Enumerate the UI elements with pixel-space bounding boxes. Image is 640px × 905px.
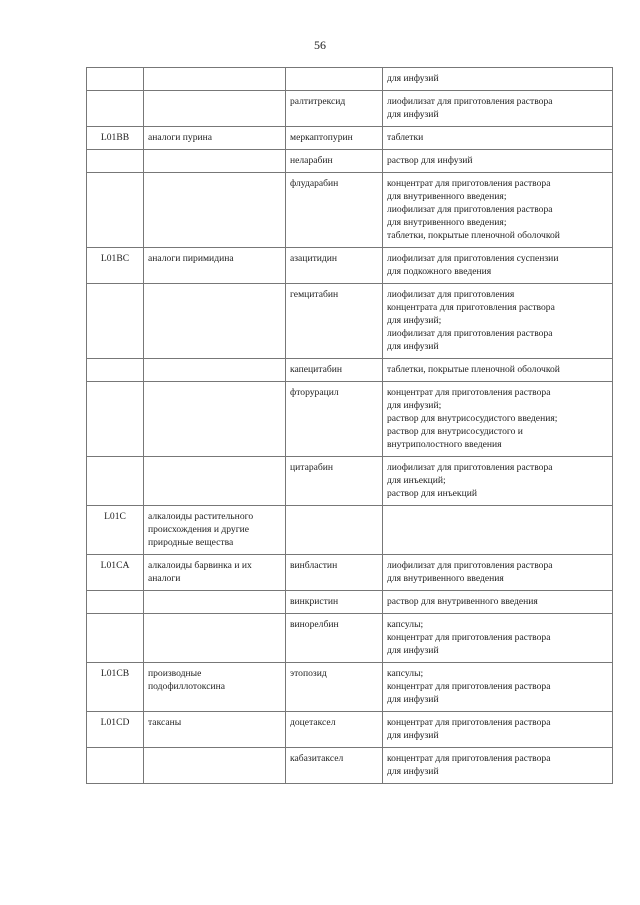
dosage-form-line: для инфузий; [387, 400, 442, 411]
group-name-cell [144, 457, 286, 506]
dosage-form-cell [383, 91, 613, 127]
table-row [87, 591, 613, 614]
table-row [87, 359, 613, 382]
dosage-form-line: раствор для внутрисосудистого и [387, 426, 523, 437]
atc-code-cell [87, 555, 144, 591]
dosage-form-line: для внутривенного введения [387, 573, 504, 584]
dosage-form-line: для инфузий [387, 73, 439, 84]
drug-name: капецитабин [290, 364, 343, 375]
table-row [87, 68, 613, 91]
atc-code-cell [87, 173, 144, 248]
drug-name-cell [286, 614, 383, 663]
dosage-form-line: капсулы; [387, 668, 424, 679]
atc-code-cell [87, 748, 144, 784]
drug-name: ралтитрексид [290, 96, 346, 107]
table-row [87, 506, 613, 555]
drug-name-cell [286, 663, 383, 712]
drug-name: меркаптопурин [290, 132, 353, 143]
dosage-form-line: для инъекций; [387, 475, 446, 486]
group-name-cell [144, 173, 286, 248]
dosage-form-cell [383, 150, 613, 173]
dosage-form-line: лиофилизат для приготовления [387, 289, 515, 300]
dosage-form-cell [383, 614, 613, 663]
group-name-cell [144, 91, 286, 127]
dosage-form-line: лиофилизат для приготовления раствора [387, 462, 553, 473]
atc-code: L01BC [100, 253, 130, 264]
group-name-cell [144, 748, 286, 784]
group-name-line: производные [148, 668, 202, 679]
dosage-form-line: концентрат для приготовления раствора [387, 681, 551, 692]
group-name-cell [144, 663, 286, 712]
dosage-form-line: для инфузий [387, 694, 439, 705]
drug-name: винкристин [290, 596, 339, 607]
table-row [87, 457, 613, 506]
dosage-form-line: таблетки, покрытые пленочной оболочкой [387, 230, 560, 241]
drug-name-cell [286, 591, 383, 614]
atc-code-cell [87, 284, 144, 359]
dosage-form-cell [383, 748, 613, 784]
drug-name-cell [286, 382, 383, 457]
dosage-form-line: лиофилизат для приготовления раствора [387, 560, 553, 571]
atc-code-cell [87, 591, 144, 614]
drug-name: винорелбин [290, 619, 339, 630]
dosage-form-line: лиофилизат для приготовления раствора [387, 328, 553, 339]
dosage-form-line: раствор для внутрисосудистого введения; [387, 413, 558, 424]
drug-name-cell [286, 712, 383, 748]
table-row [87, 748, 613, 784]
group-name-cell [144, 506, 286, 555]
dosage-form-line: капсулы; [387, 619, 424, 630]
group-name-line: алкалоиды барвинка и их [148, 560, 252, 571]
atc-code-cell [87, 382, 144, 457]
dosage-form-line: для инфузий [387, 645, 439, 656]
table-row [87, 248, 613, 284]
group-name-line: природные вещества [148, 537, 234, 548]
group-name-cell [144, 382, 286, 457]
group-name-cell [144, 359, 286, 382]
dosage-form-cell [383, 359, 613, 382]
drug-name: цитарабин [290, 462, 334, 473]
atc-code-cell [87, 663, 144, 712]
group-name-cell [144, 591, 286, 614]
group-name-cell [144, 614, 286, 663]
group-name-line: происхождения и другие [148, 524, 250, 535]
atc-code-cell [87, 614, 144, 663]
dosage-form-line: концентрат для приготовления раствора [387, 387, 551, 398]
drug-table [86, 67, 613, 784]
group-name-cell [144, 68, 286, 91]
dosage-form-cell [383, 382, 613, 457]
drug-name: доцетаксел [290, 717, 336, 728]
dosage-form-cell [383, 68, 613, 91]
atc-code: L01CB [100, 668, 130, 679]
dosage-form-line: раствор для инфузий [387, 155, 473, 166]
group-name-cell [144, 150, 286, 173]
dosage-form-line: концентрата для приготовления раствора [387, 302, 555, 313]
group-name-cell [144, 127, 286, 150]
dosage-form-line: для инфузий; [387, 315, 442, 326]
drug-name-cell [286, 248, 383, 284]
group-name-line: аналоги пурина [148, 132, 213, 143]
dosage-form-cell [383, 284, 613, 359]
dosage-form-line: таблетки [387, 132, 424, 143]
dosage-form-line: для инфузий [387, 766, 439, 777]
atc-code: L01CD [100, 717, 130, 728]
dosage-form-line: концентрат для приготовления раствора [387, 717, 551, 728]
dosage-form-line: концентрат для приготовления раствора [387, 753, 551, 764]
dosage-form-cell [383, 127, 613, 150]
atc-code-cell [87, 506, 144, 555]
dosage-form-line: для подкожного введения [387, 266, 492, 277]
drug-name: азацитидин [290, 253, 338, 264]
drug-name-cell [286, 284, 383, 359]
drug-name: неларабин [290, 155, 333, 166]
drug-name: этопозид [290, 668, 327, 679]
drug-name: винбластин [290, 560, 338, 571]
dosage-form-line: концентрат для приготовления раствора [387, 178, 551, 189]
table-row [87, 555, 613, 591]
drug-table-body [87, 68, 613, 784]
dosage-form-line: раствор для инъекций [387, 488, 477, 499]
drug-name-cell [286, 173, 383, 248]
table-row [87, 150, 613, 173]
drug-name: фторурацил [290, 387, 339, 398]
atc-code-cell [87, 150, 144, 173]
dosage-form-line: для инфузий [387, 730, 439, 741]
drug-name-cell [286, 150, 383, 173]
table-row [87, 382, 613, 457]
atc-code-cell [87, 248, 144, 284]
group-name-cell [144, 248, 286, 284]
dosage-form-line: внутриполостного введения [387, 439, 502, 450]
group-name-line: алкалоиды растительного [148, 511, 254, 522]
group-name-cell [144, 284, 286, 359]
atc-code: L01C [104, 511, 126, 522]
drug-name-cell [286, 91, 383, 127]
drug-name-cell [286, 127, 383, 150]
table-row [87, 91, 613, 127]
drug-name: флударабин [290, 178, 339, 189]
table-row [87, 614, 613, 663]
dosage-form-cell [383, 248, 613, 284]
drug-name-cell [286, 506, 383, 555]
dosage-form-line: лиофилизат для приготовления раствора [387, 96, 553, 107]
drug-name-cell [286, 359, 383, 382]
atc-code: L01CA [100, 560, 130, 571]
dosage-form-cell [383, 555, 613, 591]
dosage-form-cell [383, 457, 613, 506]
dosage-form-line: лиофилизат для приготовления суспензии [387, 253, 559, 264]
group-name-line: таксаны [148, 717, 182, 728]
dosage-form-line: для внутривенного введения; [387, 217, 507, 228]
dosage-form-cell [383, 712, 613, 748]
drug-name-cell [286, 457, 383, 506]
table-row [87, 127, 613, 150]
dosage-form-line: таблетки, покрытые пленочной оболочкой [387, 364, 560, 375]
dosage-form-line: раствор для внутривенного введения [387, 596, 538, 607]
group-name-cell [144, 555, 286, 591]
atc-code-cell [87, 712, 144, 748]
dosage-form-cell [383, 173, 613, 248]
dosage-form-cell [383, 663, 613, 712]
group-name-line: аналоги пиримидина [148, 253, 234, 264]
drug-name: гемцитабин [290, 289, 339, 300]
page-number: 56 [314, 38, 326, 52]
group-name-line: аналоги [148, 573, 181, 584]
atc-code-cell [87, 359, 144, 382]
atc-code-cell [87, 91, 144, 127]
table-row [87, 663, 613, 712]
atc-code-cell [87, 68, 144, 91]
dosage-form-cell [383, 591, 613, 614]
group-name-line: подофиллотоксина [148, 681, 225, 692]
dosage-form-line: концентрат для приготовления раствора [387, 632, 551, 643]
group-name-cell [144, 712, 286, 748]
table-row [87, 284, 613, 359]
dosage-form-line: для инфузий [387, 341, 439, 352]
dosage-form-line: для инфузий [387, 109, 439, 120]
drug-name-cell [286, 68, 383, 91]
dosage-form-line: для внутривенного введения; [387, 191, 507, 202]
table-row [87, 712, 613, 748]
atc-code: L01BB [100, 132, 130, 143]
table-row [87, 173, 613, 248]
dosage-form-line: лиофилизат для приготовления раствора [387, 204, 553, 215]
atc-code-cell [87, 457, 144, 506]
drug-name-cell [286, 555, 383, 591]
atc-code-cell [87, 127, 144, 150]
drug-name: кабазитаксел [290, 753, 344, 764]
drug-name-cell [286, 748, 383, 784]
dosage-form-cell [383, 506, 613, 555]
